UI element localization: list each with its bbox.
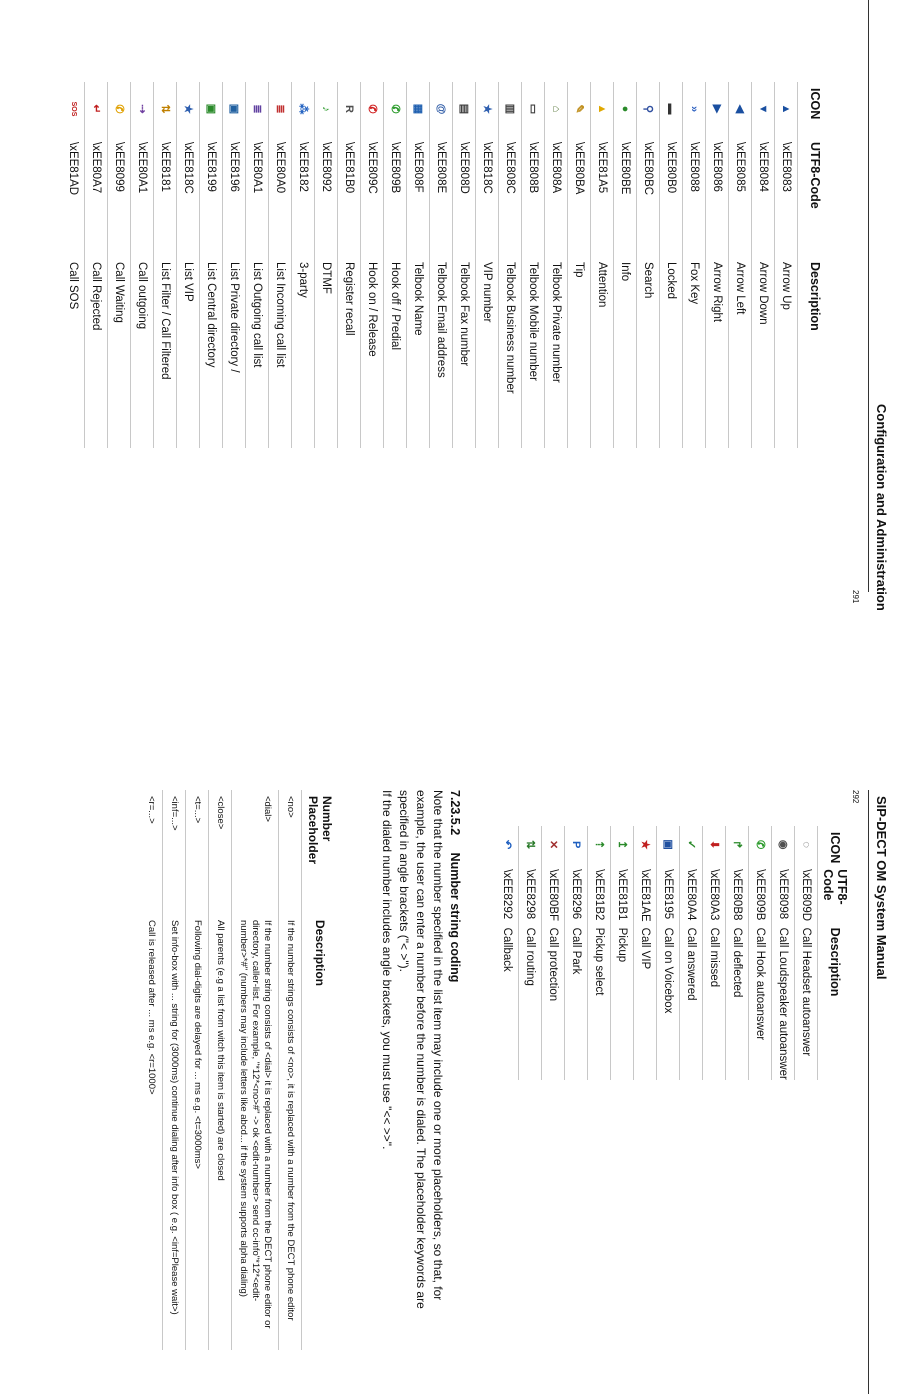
placeholder-table <box>140 790 338 1350</box>
icon-cell <box>752 82 775 136</box>
placeholder-cell: <r=...> <box>140 790 163 914</box>
utf8-code-cell: \xEE80A0 <box>269 136 292 256</box>
placeholder-description-cell: All parents (e.g a list from witch this item is started) are closed <box>209 914 232 1350</box>
description-cell: Telbook Name <box>407 256 430 448</box>
callback-icon: ↶ <box>501 840 513 850</box>
col-code-header: UTF8-Code <box>808 142 822 209</box>
description-cell: Call SOS <box>62 256 85 448</box>
icon-cell <box>223 82 246 136</box>
description-cell: Tip <box>568 256 591 448</box>
table-row <box>361 82 384 448</box>
utf8-code-cell: \xEE8098 <box>772 863 795 921</box>
table-row <box>568 82 591 448</box>
header-rule-left <box>868 0 869 592</box>
placeholder-table-body <box>140 790 302 1350</box>
description-cell: Call answered <box>680 922 703 1080</box>
utf8-code-cell: \xEE80BE <box>614 136 637 256</box>
icon-cell <box>772 826 795 863</box>
call-deflected-icon: ↱ <box>731 840 743 850</box>
icon-cell <box>200 82 223 136</box>
three-party-icon: ⁂ <box>297 103 309 115</box>
table-row <box>726 826 749 1080</box>
pickup-select-icon: ⇡ <box>593 840 605 850</box>
description-cell: Call on Voicebox <box>657 922 680 1080</box>
icon-cell <box>614 82 637 136</box>
icon-cell <box>496 826 519 863</box>
arrow-up-icon: ▲ <box>780 103 792 115</box>
table-row <box>614 82 637 448</box>
telbook-email-icon: @ <box>435 103 447 115</box>
utf8-code-cell: \xEE808C <box>499 136 522 256</box>
placeholder-cell: <no> <box>279 790 302 914</box>
utf8-code-cell: \xEE8196 <box>223 136 246 256</box>
description-cell: 3-party <box>292 256 315 448</box>
icon-cell <box>338 82 361 136</box>
table-row <box>384 82 407 448</box>
icon-cell <box>703 826 726 863</box>
description-cell: List Incoming call list <box>269 256 292 448</box>
vip-number-icon: ★ <box>481 104 493 114</box>
utf8-code-cell: \xEE809C <box>361 136 384 256</box>
utf8-code-cell: \xEE808B <box>522 136 545 256</box>
arrow-right-icon: ▶ <box>711 104 723 114</box>
description-cell: List Central directory <box>200 256 223 448</box>
header-title-left: Configuration and Administration <box>874 404 889 611</box>
table-row <box>591 82 614 448</box>
call-protection-icon: ✕ <box>547 840 559 850</box>
icon-cell <box>660 82 683 136</box>
description-cell: Call Hook autoanswer <box>749 922 772 1080</box>
page-number-left: 291 <box>851 590 860 604</box>
table-row <box>772 826 795 1080</box>
section-title: 7.23.5.2 Number string coding <box>448 790 462 983</box>
search-icon: ⚲ <box>642 104 654 114</box>
icon-cell <box>361 82 384 136</box>
icon-cell <box>499 82 522 136</box>
utf8-code-cell: \xEE81AE <box>634 863 657 921</box>
table-row <box>154 82 177 448</box>
outgoing-call-list-icon: ≣ <box>251 104 263 114</box>
central-directory-icon: ▣ <box>205 103 217 115</box>
icon-cell <box>85 82 108 136</box>
table-row <box>108 82 131 448</box>
arrow-left-icon: ◀ <box>734 104 746 114</box>
description-cell: Call outgoing <box>131 256 154 448</box>
col-desc-header: Description <box>808 262 822 331</box>
table-row <box>232 790 279 1350</box>
header-right <box>872 796 890 979</box>
description-cell: Arrow Up <box>775 256 798 448</box>
icon-table-right-wrapper <box>496 826 852 1080</box>
table-row <box>657 826 680 1080</box>
table-row <box>279 790 302 1350</box>
table-row <box>749 826 772 1080</box>
table-row <box>522 82 545 448</box>
icon-table-left-body <box>62 82 798 448</box>
description-cell: Call deflected <box>726 922 749 1080</box>
description-cell: Arrow Down <box>752 256 775 448</box>
description-cell: Search <box>637 256 660 448</box>
table-header-row <box>798 82 833 448</box>
table-row <box>752 82 775 448</box>
utf8-code-cell: \xEE81A5 <box>591 136 614 256</box>
dtmf-icon: ♪ <box>320 106 332 112</box>
utf8-code-cell: \xEE809B <box>384 136 407 256</box>
call-rejected-icon: ↵ <box>90 104 102 114</box>
table-row <box>611 826 634 1080</box>
icon-cell <box>315 82 338 136</box>
description-cell: List VIP <box>177 256 200 448</box>
icon-cell <box>453 82 476 136</box>
call-voicebox-icon: ▣ <box>662 839 674 850</box>
utf8-code-cell: \xEE8092 <box>315 136 338 256</box>
table-row <box>315 82 338 448</box>
hook-autoanswer-icon: ✆ <box>754 840 766 850</box>
utf8-code-cell: \xEE8088 <box>683 136 706 256</box>
description-cell: Arrow Left <box>729 256 752 448</box>
section-para-2: If the dialed number includes angle brackets, you must use "<< >>". <box>380 790 394 1150</box>
table-row <box>795 826 818 1080</box>
table-row <box>683 82 706 448</box>
table-row <box>200 82 223 448</box>
icon-cell <box>62 82 85 136</box>
icon-table-left <box>62 82 832 448</box>
description-cell: List Outgoing call list <box>246 256 269 448</box>
utf8-code-cell: \xEE8084 <box>752 136 775 256</box>
icon-cell <box>729 82 752 136</box>
hook-on-icon: ✆ <box>366 104 378 114</box>
telbook-mobile-number-icon: ▭ <box>527 103 539 115</box>
description-cell: Telbook Private number <box>545 256 568 448</box>
description-cell: Call missed <box>703 922 726 1080</box>
icon-cell <box>637 82 660 136</box>
description-cell: Call Waiting <box>108 256 131 448</box>
description-cell: Telbook Fax number <box>453 256 476 448</box>
description-cell: VIP number <box>476 256 499 448</box>
table-header-row <box>818 826 853 1080</box>
utf8-code-cell: \xEE80B0 <box>660 136 683 256</box>
locked-icon: ▬ <box>665 103 677 115</box>
description-cell: Hook on / Release <box>361 256 384 448</box>
table-row <box>292 82 315 448</box>
icon-cell <box>292 82 315 136</box>
table-row <box>223 82 246 448</box>
description-cell: Telbook Email address <box>430 256 453 448</box>
telbook-fax-number-icon: ▤ <box>458 103 470 115</box>
call-waiting-icon: ✆ <box>113 104 125 114</box>
description-cell: Hook off / Predial <box>384 256 407 448</box>
table-row <box>246 82 269 448</box>
table-row <box>430 82 453 448</box>
icon-table-right <box>496 826 852 1080</box>
icon-cell <box>591 82 614 136</box>
table-row <box>775 82 798 448</box>
icon-cell <box>611 826 634 863</box>
table-row <box>496 826 519 1080</box>
description-cell: Register recall <box>338 256 361 448</box>
description-cell: Call VIP <box>634 922 657 1080</box>
icon-table-left-wrapper <box>62 82 832 448</box>
description-cell: Call Loudspeaker autoanswer <box>772 922 795 1080</box>
utf8-code-cell: \xEE808A <box>545 136 568 256</box>
loudspeaker-autoanswer-icon: ◉ <box>777 839 789 850</box>
icon-cell <box>565 826 588 863</box>
table-row <box>565 826 588 1080</box>
info-icon: ● <box>619 105 631 113</box>
pickup-icon: ↥ <box>616 840 628 850</box>
utf8-code-cell: \xEE8085 <box>729 136 752 256</box>
table-row <box>85 82 108 448</box>
icon-cell <box>588 826 611 863</box>
utf8-code-cell: \xEE80BA <box>568 136 591 256</box>
utf8-code-cell: \xEE80A3 <box>703 863 726 921</box>
call-outgoing-icon: ⇢ <box>136 104 148 114</box>
header-left <box>872 404 890 611</box>
icon-cell <box>177 82 200 136</box>
col-description-header: Description <box>313 920 327 987</box>
table-header-row <box>302 790 339 1350</box>
utf8-code-cell: \xEE81B2 <box>588 863 611 921</box>
table-row <box>177 82 200 448</box>
section-number-string-coding <box>378 790 462 1346</box>
description-cell: Info <box>614 256 637 448</box>
description-cell: Pickup <box>611 922 634 1080</box>
icon-cell <box>522 82 545 136</box>
col-code-header: UTF8-Code <box>821 869 849 905</box>
utf8-code-cell: \xEE808E <box>430 136 453 256</box>
list-vip-icon: ★ <box>182 104 194 114</box>
description-cell: Call Headset autoanswer <box>795 922 818 1080</box>
description-cell: Locked <box>660 256 683 448</box>
table-row <box>407 82 430 448</box>
icon-cell <box>108 82 131 136</box>
table-row <box>637 82 660 448</box>
table-row <box>453 82 476 448</box>
placeholder-cell: <dial> <box>232 790 279 914</box>
icon-cell <box>568 82 591 136</box>
icon-cell <box>476 82 499 136</box>
section-para-1: Note that the number specified in the list item may include one or more placeholders, so that, for example, the user can enter a number before the number is dialed. The placeholder keywords are specified in angle brackets ("< >"). <box>397 790 445 1309</box>
icon-cell <box>269 82 292 136</box>
icon-cell <box>384 82 407 136</box>
table-row <box>519 826 542 1080</box>
arrow-down-icon: ▼ <box>757 103 769 115</box>
call-missed-icon: ⬇ <box>708 840 720 850</box>
utf8-code-cell: \xEE8099 <box>108 136 131 256</box>
utf8-code-cell: \xEE818C <box>177 136 200 256</box>
utf8-code-cell: \xEE81B0 <box>338 136 361 256</box>
placeholder-description-cell: If the number string consists of <dial> it is replaced with a number from the DECT phone editor or directory, caller-list. For example, "*12*<no>#" -> ok <edit-number> send cc-info"*12*<edit-number>*#" (numbers may include letters like abcd... if the system supports alpha dialing) <box>232 914 279 1350</box>
icon-cell <box>680 826 703 863</box>
utf8-code-cell: \xEE8199 <box>200 136 223 256</box>
icon-cell <box>775 82 798 136</box>
icon-cell <box>407 82 430 136</box>
header-title-right: SIP-DECT OM System Manual <box>874 796 889 980</box>
telbook-name-icon: ▦ <box>412 103 424 115</box>
register-recall-icon: R <box>343 105 355 113</box>
telbook-private-number-icon: ⌂ <box>550 105 562 113</box>
icon-cell <box>131 82 154 136</box>
icon-cell <box>657 826 680 863</box>
table-row <box>542 826 565 1080</box>
col-placeholder-header: Number Placeholder <box>306 796 334 865</box>
description-cell: List Private directory / <box>223 256 246 448</box>
table-row <box>476 82 499 448</box>
placeholder-table-wrapper <box>140 790 338 1350</box>
col-icon-header: ICON <box>808 88 822 120</box>
table-row <box>703 826 726 1080</box>
placeholder-description-cell: Set info-box with ... string for (3000ms) continue dialing after info box ( e.g. <inf=Please wait>) <box>163 914 186 1350</box>
call-sos-icon: SOS <box>70 101 77 117</box>
utf8-code-cell: \xEE8182 <box>292 136 315 256</box>
icon-cell <box>246 82 269 136</box>
utf8-code-cell: \xEE8086 <box>706 136 729 256</box>
table-row <box>706 82 729 448</box>
table-row <box>588 826 611 1080</box>
placeholder-cell: <close> <box>209 790 232 914</box>
utf8-code-cell: \xEE8083 <box>775 136 798 256</box>
hook-off-icon: ✆ <box>389 104 401 114</box>
table-row <box>131 82 154 448</box>
icon-cell <box>683 82 706 136</box>
utf8-code-cell: \xEE818C <box>476 136 499 256</box>
call-answered-icon: ✓ <box>685 840 697 850</box>
icon-cell <box>430 82 453 136</box>
incoming-call-list-icon: ≣ <box>274 104 286 114</box>
icon-cell <box>795 826 818 863</box>
placeholder-description-cell: If the number strings consists of <no>, it is replaced with a number from the DECT phone editor <box>279 914 302 1350</box>
table-row <box>499 82 522 448</box>
utf8-code-cell: \xEE8195 <box>657 863 680 921</box>
placeholder-cell: <t=...> <box>186 790 209 914</box>
description-cell: Call Park <box>565 922 588 1080</box>
placeholder-cell: <inf=...> <box>163 790 186 914</box>
table-row <box>545 82 568 448</box>
description-cell: Attention <box>591 256 614 448</box>
utf8-code-cell: \xEE8292 <box>496 863 519 921</box>
table-row <box>163 790 186 1350</box>
description-cell: List Filter / Call Filtered <box>154 256 177 448</box>
col-desc-header: Description <box>828 927 842 997</box>
call-routing-icon: ⇅ <box>524 840 536 850</box>
table-row <box>186 790 209 1350</box>
description-cell: Arrow Right <box>706 256 729 448</box>
call-park-icon: P <box>570 840 582 849</box>
icon-cell <box>634 826 657 863</box>
utf8-code-cell: \xEE81B1 <box>611 863 634 921</box>
description-cell: Fox Key <box>683 256 706 448</box>
table-row <box>209 790 232 1350</box>
icon-cell <box>706 82 729 136</box>
table-row <box>269 82 292 448</box>
col-icon-header: ICON <box>828 832 842 864</box>
placeholder-description-cell: Following dial-digits are delayed for ... ms e.g. <t=3000ms> <box>186 914 209 1350</box>
header-rule-right <box>868 790 869 1394</box>
description-cell: Telbook Business number <box>499 256 522 448</box>
table-row <box>634 826 657 1080</box>
attention-icon: ▲ <box>596 103 608 115</box>
utf8-code-cell: \xEE8181 <box>154 136 177 256</box>
table-row <box>680 826 703 1080</box>
private-directory-icon: ▣ <box>228 103 240 115</box>
call-vip-icon: ★ <box>639 839 651 850</box>
headset-autoanswer-icon: ◌ <box>800 841 812 848</box>
utf8-code-cell: \xEE808F <box>407 136 430 256</box>
placeholder-description-cell: Call is released after ... ms e.g. <r=1000> <box>140 914 163 1350</box>
description-cell: Telbook Mobile number <box>522 256 545 448</box>
telbook-business-number-icon: ▥ <box>504 103 516 115</box>
utf8-code-cell: \xEE808D <box>453 136 476 256</box>
list-filter-icon: ⇅ <box>159 104 171 114</box>
description-cell: DTMF <box>315 256 338 448</box>
utf8-code-cell: \xEE809B <box>749 863 772 921</box>
icon-cell <box>726 826 749 863</box>
utf8-code-cell: \xEE81AD <box>62 136 85 256</box>
icon-cell <box>519 826 542 863</box>
description-cell: Call protection <box>542 922 565 1080</box>
table-row <box>62 82 85 448</box>
description-cell: Call routing <box>519 922 542 1080</box>
table-row <box>338 82 361 448</box>
utf8-code-cell: \xEE809D <box>795 863 818 921</box>
fox-key-icon: » <box>688 105 700 113</box>
table-row <box>140 790 163 1350</box>
utf8-code-cell: \xEE80BF <box>542 863 565 921</box>
description-cell: Pickup select <box>588 922 611 1080</box>
utf8-code-cell: \xEE80A1 <box>246 136 269 256</box>
utf8-code-cell: \xEE8298 <box>519 863 542 921</box>
page-number-right: 292 <box>851 790 860 804</box>
description-cell: Callback <box>496 922 519 1080</box>
utf8-code-cell: \xEE8296 <box>565 863 588 921</box>
icon-cell <box>154 82 177 136</box>
utf8-code-cell: \xEE80A4 <box>680 863 703 921</box>
utf8-code-cell: \xEE80A7 <box>85 136 108 256</box>
utf8-code-cell: \xEE80A1 <box>131 136 154 256</box>
icon-cell <box>749 826 772 863</box>
utf8-code-cell: \xEE80BC <box>637 136 660 256</box>
icon-table-right-body <box>496 826 818 1080</box>
tip-icon: ✎ <box>573 104 585 114</box>
table-row <box>729 82 752 448</box>
icon-cell <box>542 826 565 863</box>
table-row <box>660 82 683 448</box>
description-cell: Call Rejected <box>85 256 108 448</box>
icon-cell <box>545 82 568 136</box>
utf8-code-cell: \xEE80B8 <box>726 863 749 921</box>
